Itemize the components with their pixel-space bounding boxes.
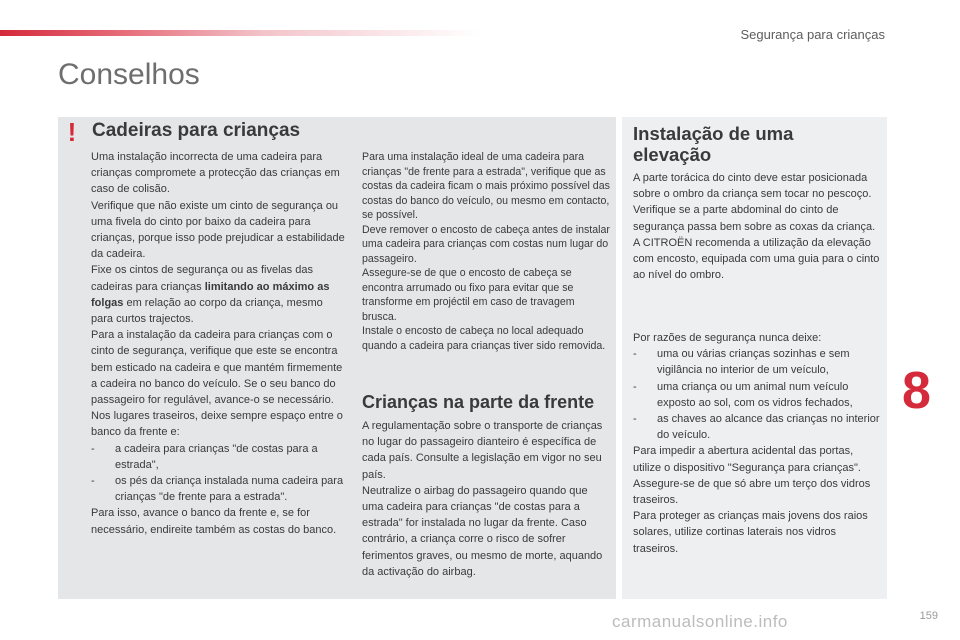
paragraph: A CITROËN recomenda a utilização da elevação com encosto, equipada com uma guia para o cinto ao nível do ombro.: [633, 236, 880, 282]
chapter-number: 8: [902, 362, 931, 420]
elevacao-text: [633, 170, 883, 283]
paragraph: Por razões de segurança nunca deixe:: [633, 332, 822, 344]
paragraph: Para isso, avance o banco da frente e, se for necessário, endireite também as costas do banco.: [91, 507, 337, 536]
paragraph: Para a instalação da cadeira para crianças com o cinto de segurança, verifique que este se encontra bem esticado na cadeira e que mantém firmemente a cadeira no banco do veículo. Se o seu banco do passageiro for regulável, avance-o se necessário.: [91, 329, 343, 407]
text-span: em relação ao corpo da criança, mesmo para curtos trajectos.: [91, 296, 323, 326]
cadeiras-text: [91, 149, 347, 538]
warning-exclamation-icon: !: [67, 117, 77, 147]
page-number: 159: [919, 610, 938, 622]
list-item: - as chaves ao alcance das crianças no interior do veículo.: [633, 411, 883, 443]
watermark: carmanualsonline.info: [612, 612, 788, 631]
bold-text: limitando ao máximo as folgas: [91, 280, 330, 309]
text-span: Fixe os cintos de segurança ou as fivelas das cadeiras para crianças: [91, 264, 313, 293]
paragraph: Para proteger as crianças mais jovens dos raios solares, utilize cortinas laterais nos vidros traseiros.: [633, 510, 868, 555]
paragraph: Verifique se a parte abdominal do cinto de segurança passa bem sobre as coxas da criança.: [633, 204, 876, 233]
list: [91, 441, 347, 506]
paragraph: Assegure-se de que o encosto de cabeça se encontra arrumado ou fixo para evitar que se transforme em projéctil em caso de travagem brusca.: [362, 267, 575, 323]
list: [633, 346, 883, 443]
paragraph: Para impedir a abertura acidental das portas, utilize o dispositivo "Segurança para crianças".: [633, 445, 861, 474]
page-title: Conselhos: [58, 58, 200, 91]
seguranca-text: [633, 330, 883, 557]
heading-criancas-frente: Crianças na parte da frente: [362, 392, 595, 412]
list-item: - os pés da criança instalada numa cadeira para crianças "de frente para a estrada".: [91, 473, 347, 505]
section-title: Segurança para crianças: [740, 27, 885, 42]
paragraph: [91, 262, 347, 327]
paragraph: Uma instalação incorrecta de uma cadeira para crianças compromete a protecção das crianças em caso de colisão.: [91, 151, 340, 196]
heading-elevacao: Instalação de uma elevação: [633, 123, 794, 165]
instalacao-ideal-text: [362, 150, 612, 353]
paragraph: Instale o encosto de cabeça no local adequado quando a cadeira para crianças tiver sido removida.: [362, 325, 606, 352]
header-accent-bar: [0, 30, 480, 36]
paragraph: Neutralize o airbag do passageiro quando que uma cadeira para crianças "de costas para a estrada" for instalada no lugar da frente. Caso contrário, a criança corre o risco de sofrer ferimentos graves, ou mesmo de morte, aquando da activação do airbag.: [362, 484, 603, 578]
list-item: - uma criança ou um animal num veículo exposto ao sol, com os vidros fechados,: [633, 379, 883, 411]
paragraph: Deve remover o encosto de cabeça antes de instalar uma cadeira para crianças com costas num lugar do passageiro.: [362, 223, 610, 265]
list-item: - a cadeira para crianças "de costas para a estrada",: [91, 441, 347, 473]
paragraph: A regulamentação sobre o transporte de crianças no lugar do passageiro dianteiro é específica de cada país. Consulte a legislação em vigor no seu país.: [362, 420, 603, 481]
paragraph: Para uma instalação ideal de uma cadeira para crianças "de frente para a estrada", verifique que as costas da cadeira ficam o mais próximo possível das costas do banco do veículo, ou mesmo em contacto, se possível.: [362, 151, 610, 221]
paragraph: A parte torácica do cinto deve estar posicionada sobre o ombro da criança sem tocar no pescoço.: [633, 172, 872, 201]
heading-cadeiras: Cadeiras para crianças: [92, 120, 301, 141]
list-item: - uma ou várias crianças sozinhas e sem vigilância no interior de um veículo,: [633, 346, 883, 378]
paragraph: Assegure-se de que só abre um terço dos vidros traseiros.: [633, 477, 871, 507]
criancas-frente-text: [362, 418, 610, 580]
paragraph: Verifique que não existe um cinto de segurança ou uma fivela do cinto por baixo da cadeira para crianças, porque isso pode prejudicar a estabilidade da cadeira.: [91, 199, 345, 261]
paragraph: Nos lugares traseiros, deixe sempre espaço entre o banco da frente e:: [91, 410, 343, 439]
